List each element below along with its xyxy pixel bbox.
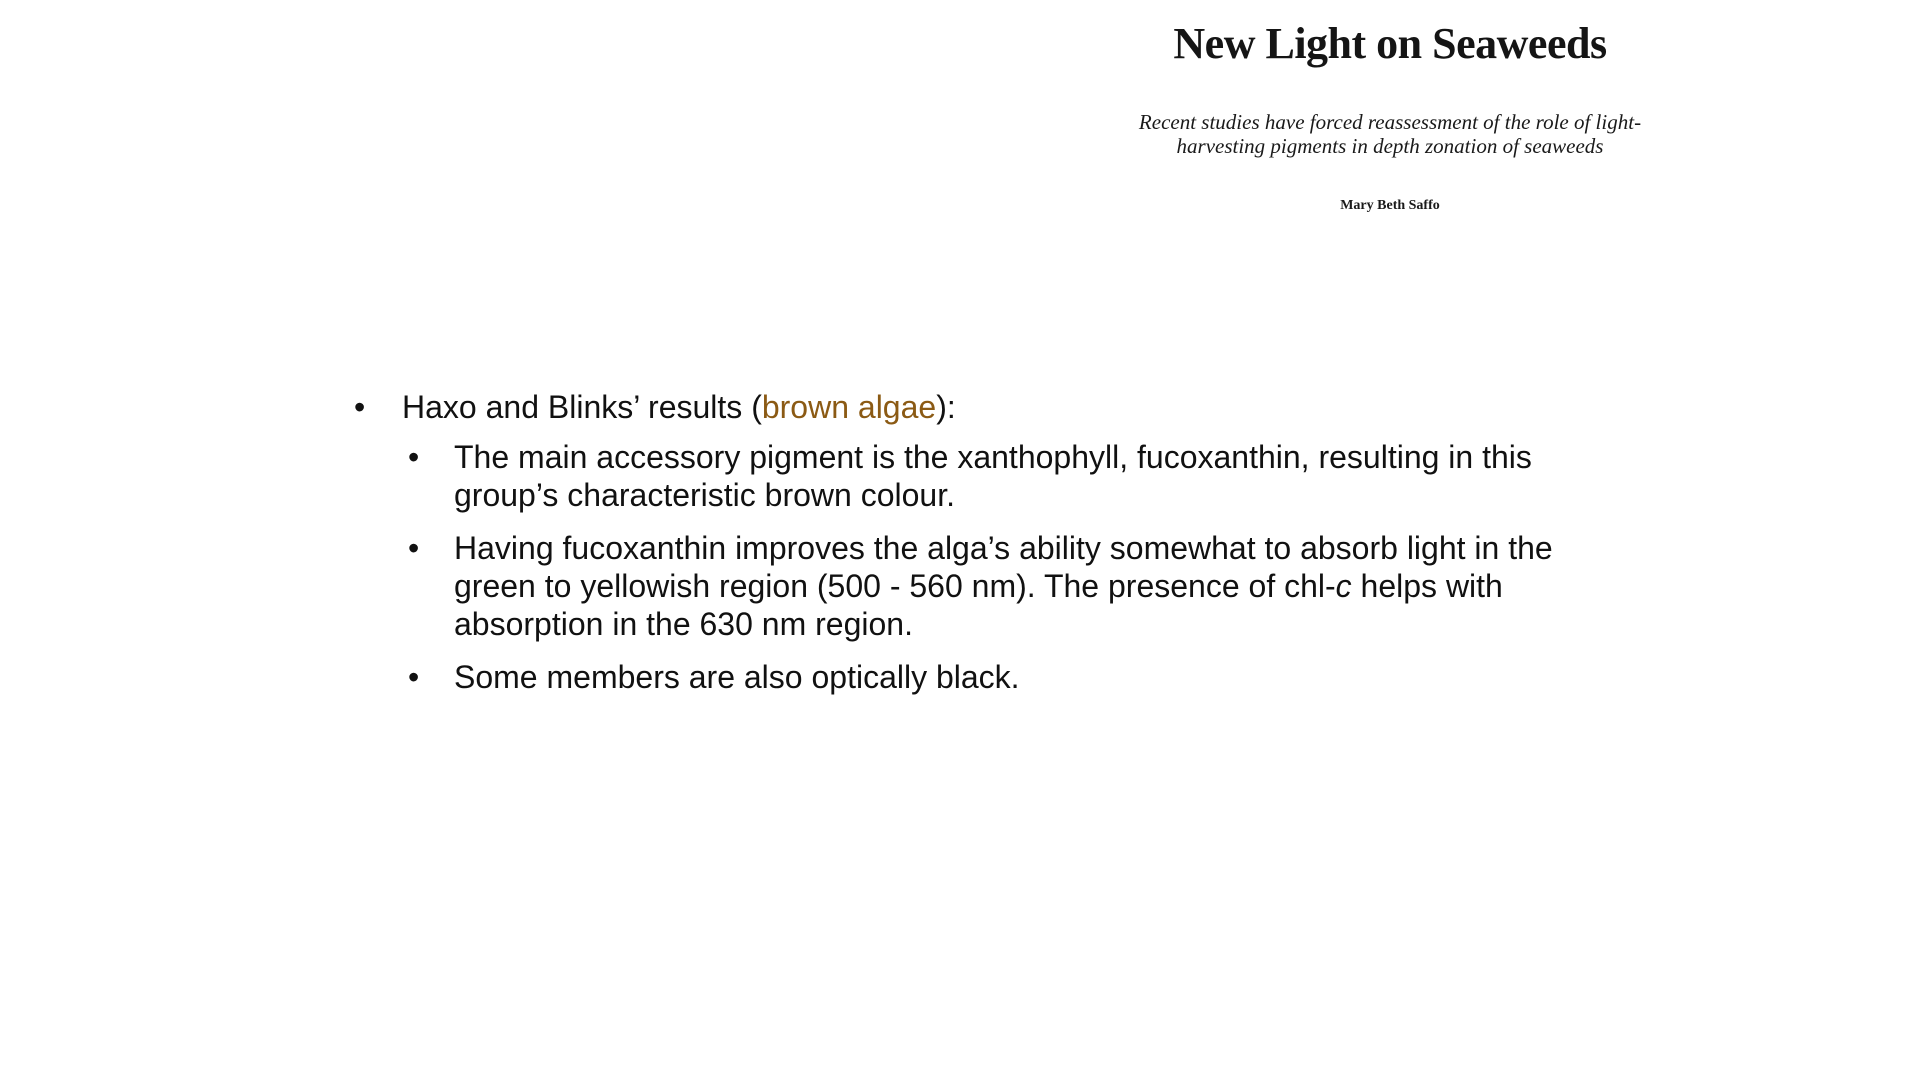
paper-subtitle-line-2: harvesting pigments in depth zonation of seaweeds bbox=[1176, 134, 1604, 158]
paper-subtitle bbox=[1100, 110, 1680, 158]
sub-bullet-2-italic: c bbox=[1335, 568, 1352, 604]
sub-bullet-2-part-1: Having fucoxanthin improves the alga’s ability somewhat to absorb light in the green to yellowish region (500 - 560 nm). The presence of chl- bbox=[454, 530, 1553, 604]
bullet-main-highlight: brown algae bbox=[761, 389, 937, 425]
bullet-main-prefix: Haxo and Blinks’ results ( bbox=[402, 389, 762, 425]
sub-bullet-list bbox=[402, 438, 1650, 696]
bullet-main-suffix: ): bbox=[936, 389, 956, 425]
bullet-list bbox=[350, 388, 1650, 696]
paper-author: Mary Beth Saffo bbox=[1340, 198, 1440, 213]
paper-title: New Light on Seaweeds bbox=[1173, 19, 1607, 68]
sub-bullet-2-part-2: helps with absorption in the 630 nm region. bbox=[454, 568, 1503, 642]
sub-bullet-1: • The main accessory pigment is the xanthophyll, fucoxanthin, resulting in this group’s characteristic brown colour. bbox=[402, 438, 1584, 514]
paper-subtitle-line-1: Recent studies have forced reassessment of the role of light- bbox=[1138, 110, 1642, 134]
paper-header-image bbox=[1100, 8, 1680, 214]
bullet-main bbox=[350, 388, 1650, 696]
bullet-content bbox=[350, 388, 1650, 711]
sub-bullet-2 bbox=[402, 529, 1584, 643]
sub-bullet-3: • Some members are also optically black. bbox=[402, 658, 1584, 696]
